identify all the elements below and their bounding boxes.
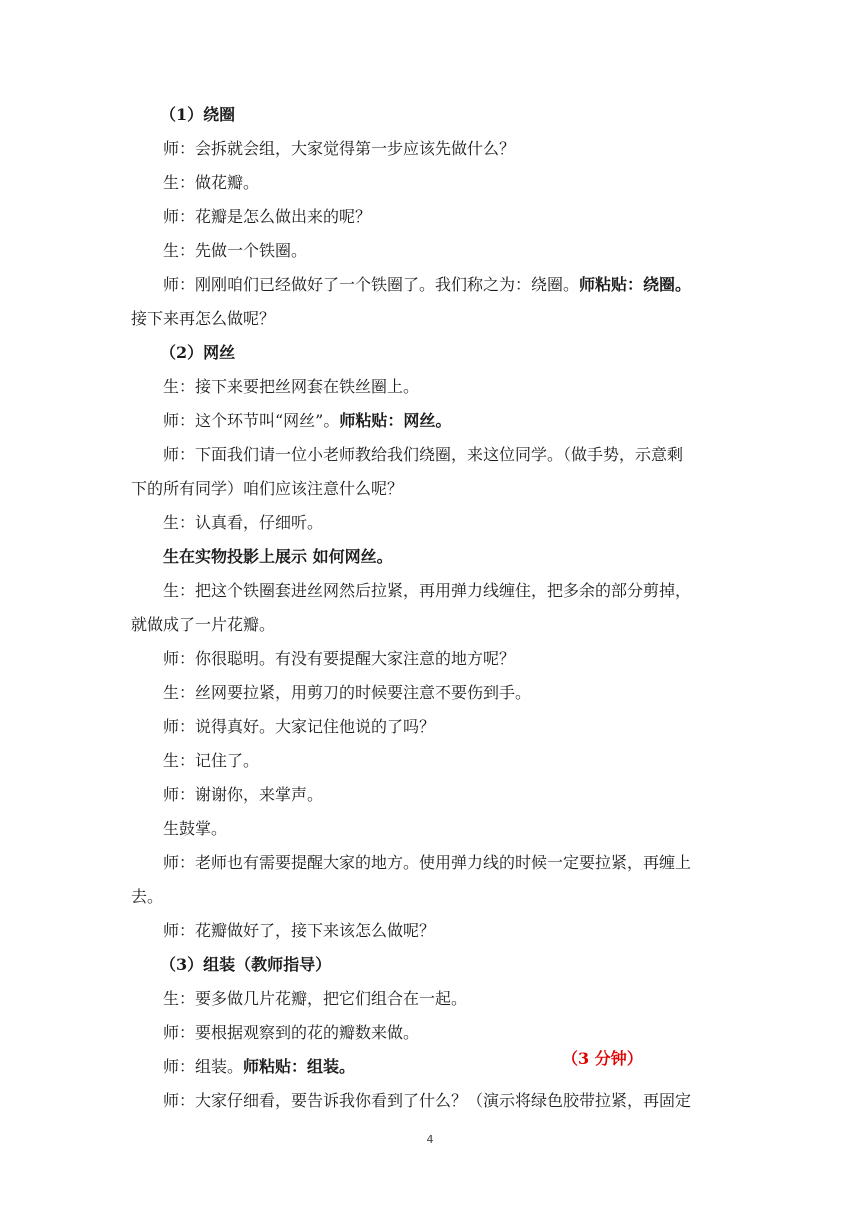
dialogue-line: 师：下面我们请一位小老师教给我们绕圈，来这位同学。（做手势，示意剩 <box>163 445 684 464</box>
dialogue-line: 生：要多做几片花瓣，把它们组合在一起。 <box>163 989 468 1008</box>
dialogue-line: 生鼓掌。 <box>163 819 228 838</box>
dialogue-line: 师：会拆就会组，大家觉得第一步应该先做什么？ <box>163 139 516 158</box>
dialogue-line: 师：你很聪明。有没有要提醒大家注意的地方呢？ <box>163 649 516 668</box>
dialogue-line: 生：认真看，仔细听。 <box>163 513 324 532</box>
dialogue-line: 师：花瓣做好了，接下来该怎么做呢？ <box>163 921 436 940</box>
dialogue-text: 师：刚刚咱们已经做好了一个铁圈了。我们称之为：绕圈。 <box>163 275 580 294</box>
teacher-paste-note: 师粘贴：网丝。 <box>339 411 452 430</box>
dialogue-line: 师：谢谢你，来掌声。 <box>163 785 324 804</box>
dialogue-text: 师：这个环节叫“网丝”。 <box>163 411 340 430</box>
dialogue-line-continuation: 下的所有同学）咱们应该注意什么呢？ <box>131 479 404 498</box>
time-note: （3 分钟） <box>562 1049 643 1068</box>
section-heading-1: （1）绕圈 <box>160 105 236 124</box>
section-heading-3: （3）组装（教师指导） <box>160 955 332 974</box>
dialogue-line: 生：记住了。 <box>163 751 260 770</box>
dialogue-line-continuation: 去。 <box>131 887 164 906</box>
dialogue-line: 师：花瓣是怎么做出来的呢？ <box>163 207 372 226</box>
dialogue-line: 生：接下来要把丝网套在铁丝圈上。 <box>163 377 420 396</box>
dialogue-text: 师：组装。 <box>163 1057 244 1076</box>
dialogue-line: 生：把这个铁圈套进丝网然后拉紧，再用弹力线缠住，把多余的部分剪掉， <box>163 581 692 600</box>
dialogue-line: 生：丝网要拉紧，用剪刀的时候要注意不要伤到手。 <box>163 683 532 702</box>
page-number: 4 <box>426 1133 434 1146</box>
teacher-paste-note: 师粘贴：绕圈。 <box>579 275 692 294</box>
dialogue-line-continuation: 就做成了一片花瓣。 <box>131 615 276 634</box>
section-heading-2: （2）网丝 <box>160 343 236 362</box>
dialogue-line-continuation: 接下来再怎么做呢？ <box>131 309 276 328</box>
dialogue-line <box>163 274 763 296</box>
dialogue-line: 生：做花瓣。 <box>163 173 260 192</box>
stage-direction: 生在实物投影上展示 如何网丝。 <box>163 547 393 566</box>
dialogue-line: 生：先做一个铁圈。 <box>163 241 308 260</box>
dialogue-line: 师：老师也有需要提醒大家的地方。使用弹力线的时候一定要拉紧，再缠上 <box>163 853 692 872</box>
teacher-paste-note: 师粘贴：组装。 <box>243 1057 356 1076</box>
dialogue-line: 师：要根据观察到的花的瓣数来做。 <box>163 1023 420 1042</box>
dialogue-line: 师：大家仔细看，要告诉我你看到了什么？（演示将绿色胶带拉紧，再固定 <box>163 1091 692 1110</box>
dialogue-line: 师：说得真好。大家记住他说的了吗？ <box>163 717 436 736</box>
dialogue-line <box>163 1056 763 1078</box>
dialogue-line <box>163 410 763 432</box>
